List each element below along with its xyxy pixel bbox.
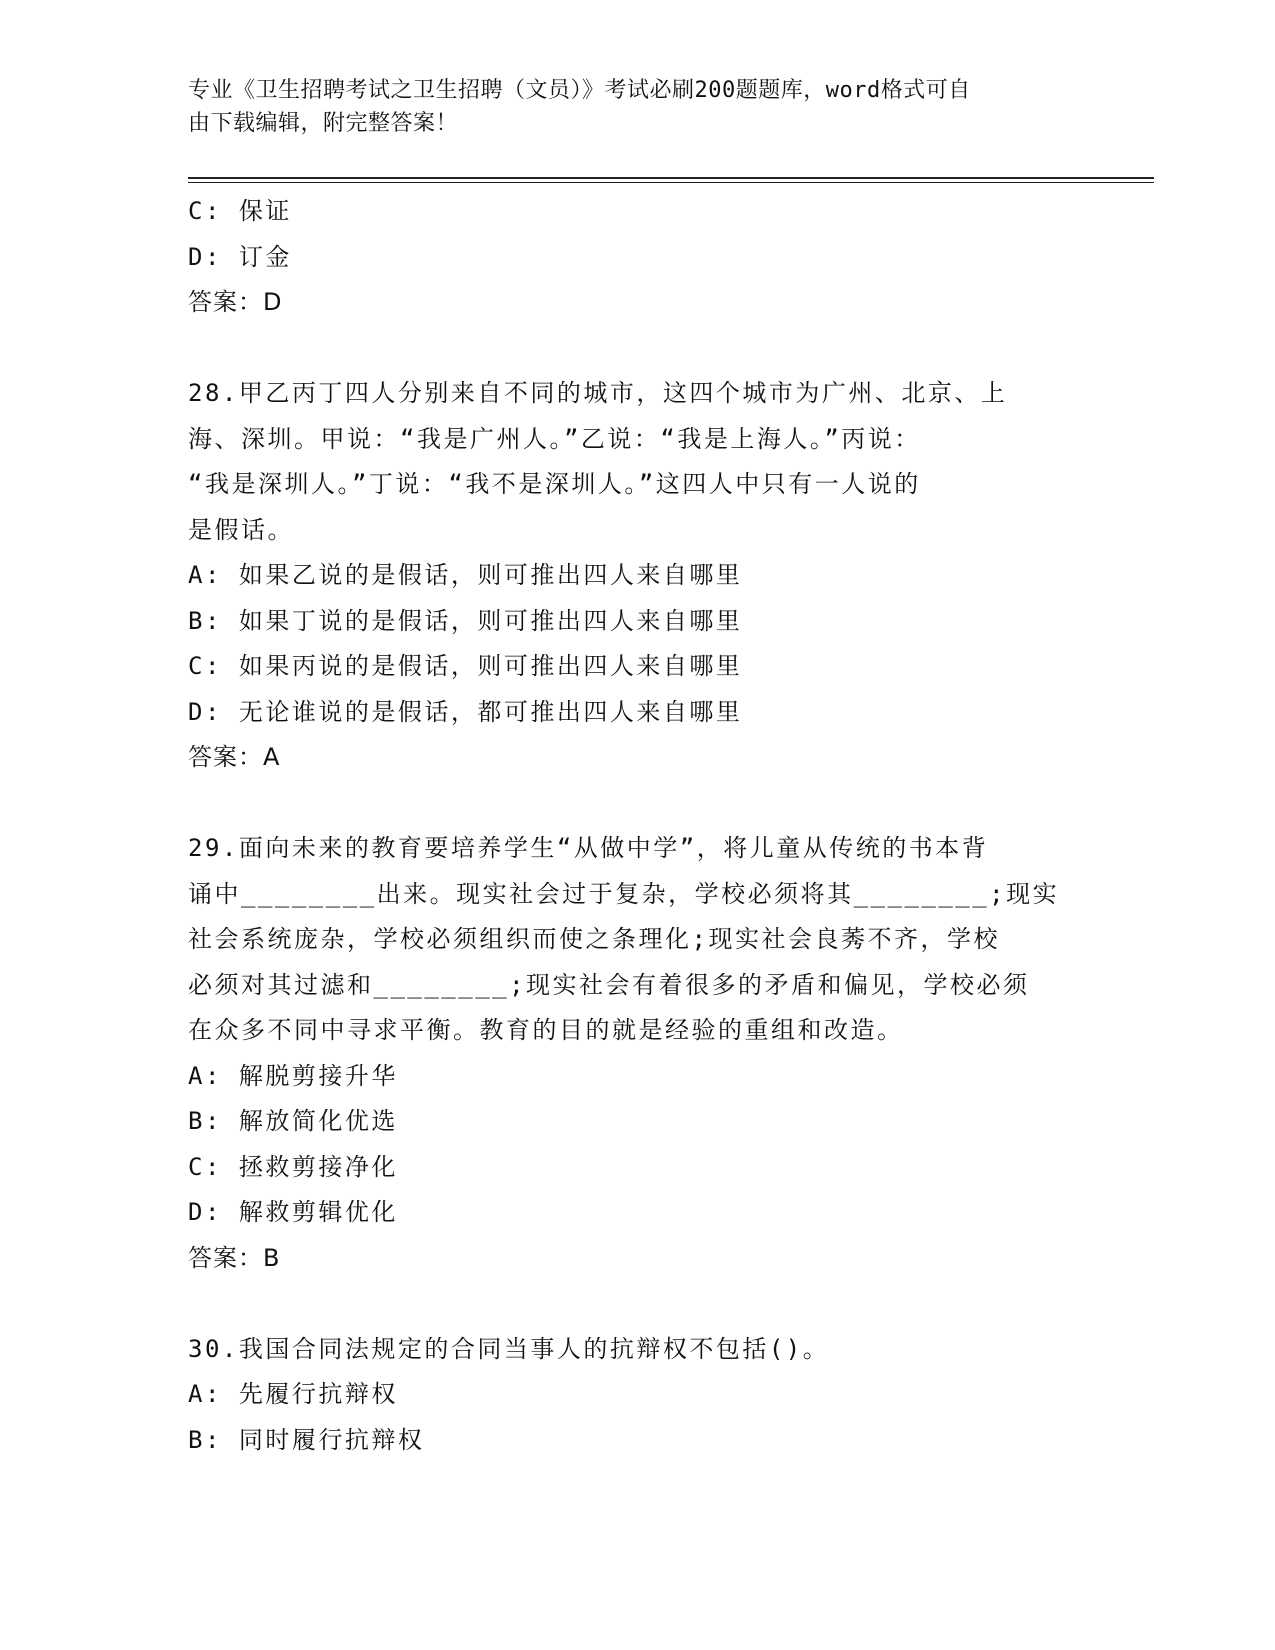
q29-text-line-4: 必须对其过滤和________;现实社会有着很多的矛盾和偏见，学校必须 [188, 970, 1030, 999]
spacer [188, 326, 1088, 372]
q29-text-line-3: 社会系统庞杂，学校必须组织而使之条理化;现实社会良莠不齐，学校 [188, 925, 1000, 953]
question-29 [188, 826, 1088, 1281]
q29-text-line-1: 29.面向未来的教育要培养学生“从做中学”，将儿童从传统的书本背 [188, 834, 989, 862]
q27-answer: 答案：D [188, 288, 283, 316]
q30-option-a: A: 先履行抗辩权 [188, 1380, 398, 1408]
header-divider-thick [188, 177, 1154, 179]
q29-option-a: A: 解脱剪接升华 [188, 1061, 398, 1090]
document-body [188, 189, 1088, 1463]
q28-text-line-1: 28.甲乙丙丁四人分别来自不同的城市，这四个城市为广州、北京、上 [188, 379, 1008, 407]
q28-option-b: B: 如果丁说的是假话，则可推出四人来自哪里 [188, 606, 743, 635]
q28-text-line-2: 海、深圳。甲说：“我是广州人。”乙说：“我是上海人。”丙说： [188, 424, 921, 453]
q28-option-d: D: 无论谁说的是假话，都可推出四人来自哪里 [188, 697, 743, 726]
question-30 [188, 1327, 1088, 1464]
question-28 [188, 371, 1088, 781]
header-line-1: 专业《卫生招聘考试之卫生招聘（文员）》考试必刷200题题库，word格式可自 [188, 78, 971, 103]
document-header [188, 74, 1068, 140]
q28-text-line-3: “我是深圳人。”丁说：“我不是深圳人。”这四人中只有一人说的 [188, 470, 921, 498]
q30-option-b: B: 同时履行抗辩权 [188, 1425, 425, 1454]
q29-option-b: B: 解放简化优选 [188, 1107, 398, 1135]
question-27-tail [188, 189, 1088, 326]
q29-option-d: D: 解救剪辑优化 [188, 1198, 398, 1226]
q29-answer: 答案：B [188, 1243, 281, 1272]
q29-text-line-5: 在众多不同中寻求平衡。教育的目的就是经验的重组和改造。 [188, 1016, 904, 1044]
q27-option-d: D: 订金 [188, 242, 292, 271]
q29-option-c: C: 拯救剪接净化 [188, 1152, 398, 1181]
spacer [188, 781, 1088, 827]
q28-answer: 答案：A [188, 743, 281, 771]
q28-option-c: C: 如果丙说的是假话，则可推出四人来自哪里 [188, 652, 743, 680]
q29-text-line-2: 诵中________出来。现实社会过于复杂，学校必须将其________;现实 [188, 879, 1060, 908]
q28-option-a: A: 如果乙说的是假话，则可推出四人来自哪里 [188, 561, 743, 589]
q28-text-line-4: 是假话。 [188, 515, 294, 544]
header-divider-thin [188, 182, 1154, 183]
q27-option-c: C: 保证 [188, 197, 292, 225]
q30-text: 30.我国合同法规定的合同当事人的抗辩权不包括()。 [188, 1334, 830, 1363]
header-line-2: 由下载编辑，附完整答案！ [188, 111, 459, 136]
spacer [188, 1281, 1088, 1327]
